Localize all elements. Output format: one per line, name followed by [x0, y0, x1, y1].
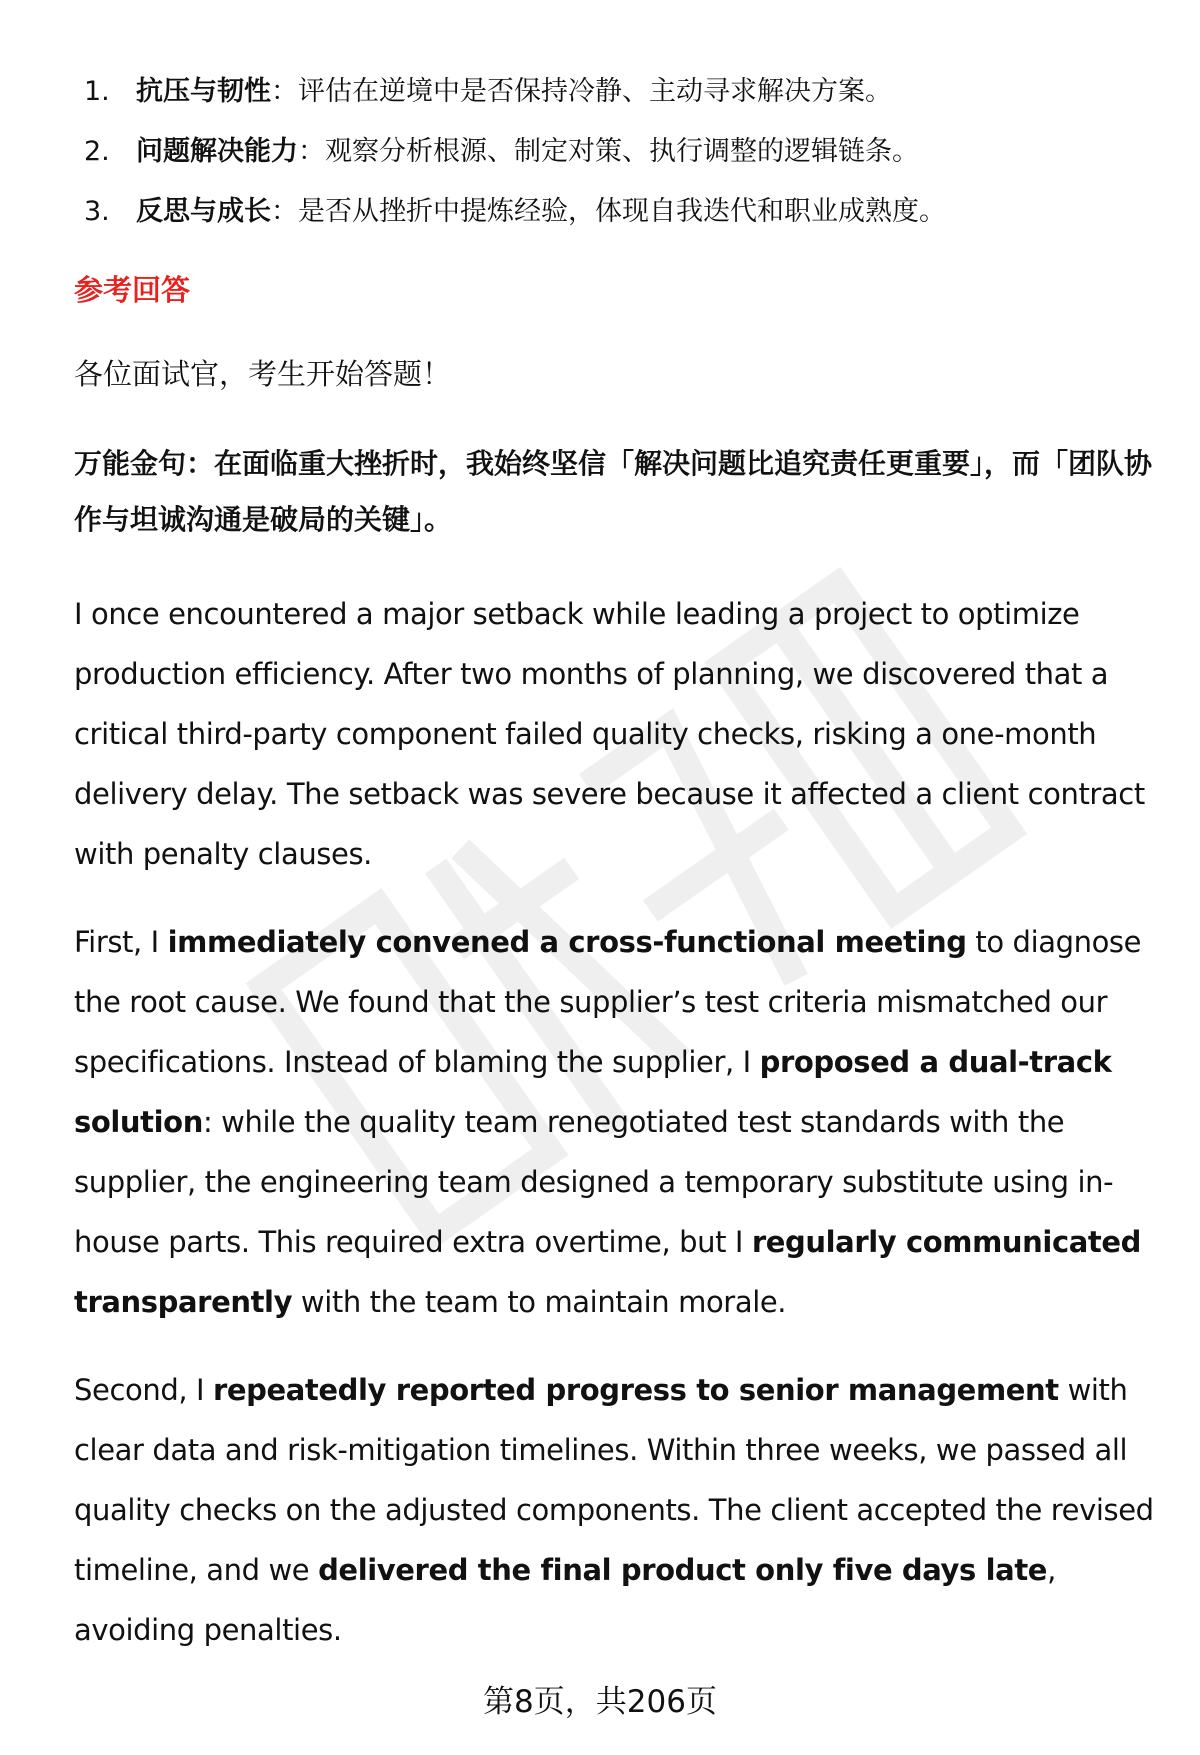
- golden-sentence: 万能金句：在面临重大挫折时，我始终坚信「解决问题比追究责任更重要」，而「团队协作与坦诚沟通是破局的关键」。: [74, 447, 1153, 536]
- paragraph-text: , avoiding penalties.: [74, 1553, 1056, 1647]
- criteria-title: 反思与成长: [136, 196, 271, 227]
- criteria-item: [74, 122, 1154, 182]
- paragraph-text: to diagnose the root cause. We found that the supplier’s test criteria mismatched our specifications. Instead of blaming the supplier, I: [74, 925, 1142, 1079]
- criteria-separator: ：: [298, 136, 325, 167]
- paragraph-emphasis: immediately convened a cross-functional meeting: [167, 925, 967, 959]
- criteria-text: 评估在逆境中是否保持冷静、主动寻求解决方案。: [298, 76, 892, 107]
- criteria-item: [74, 182, 1154, 242]
- answer-paragraph-2: [74, 912, 1166, 1332]
- paragraph-text: with clear data and risk-mitigation timelines. Within three weeks, we passed all quality checks on the adjusted components. The client accepted the revised timeline, and we: [74, 1373, 1154, 1587]
- criteria-number: 1.: [84, 76, 110, 107]
- criteria-item: [74, 62, 1154, 122]
- criteria-number: 3.: [84, 196, 110, 227]
- reference-answer-heading: 参考回答: [74, 273, 191, 307]
- criteria-title: 问题解决能力: [136, 136, 298, 167]
- paragraph-text: with the team to maintain morale.: [292, 1285, 787, 1319]
- paragraph-emphasis: proposed a dual-track solution: [74, 1045, 1112, 1139]
- criteria-separator: ：: [271, 196, 298, 227]
- criteria-number: 2.: [84, 136, 110, 167]
- paragraph-text: : while the quality team renegotiated test standards with the supplier, the engineering team designed a temporary substitute using in-house parts. This required extra overtime, but I: [74, 1105, 1114, 1259]
- criteria-text: 观察分析根源、制定对策、执行调整的逻辑链条。: [325, 136, 919, 167]
- criteria-separator: ：: [271, 76, 298, 107]
- paragraph-emphasis: delivered the final product only five days late: [318, 1553, 1048, 1587]
- answer-paragraph-3: [74, 1360, 1166, 1660]
- paragraph-text: Second, I: [74, 1373, 213, 1407]
- criteria-text: 是否从挫折中提炼经验，体现自我迭代和职业成熟度。: [298, 196, 946, 227]
- greeting-text: 各位面试官，考生开始答题！: [74, 357, 452, 391]
- paragraph-text: First, I: [74, 925, 168, 959]
- page-number-footer: 第8页，共206页: [483, 1684, 717, 1720]
- evaluation-criteria-list: [74, 62, 1154, 242]
- criteria-title: 抗压与韧性: [136, 76, 271, 107]
- paragraph-emphasis: regularly communicated transparently: [74, 1225, 1142, 1319]
- paragraph-emphasis: repeatedly reported progress to senior management: [212, 1373, 1059, 1407]
- answer-paragraph-1: I once encountered a major setback while leading a project to optimize production efficiency. After two months of planning, we discovered that a critical third-party component failed quality checks, risking a one-month delivery delay. The setback was severe because it affected a client contract with penalty clauses.: [74, 597, 1145, 871]
